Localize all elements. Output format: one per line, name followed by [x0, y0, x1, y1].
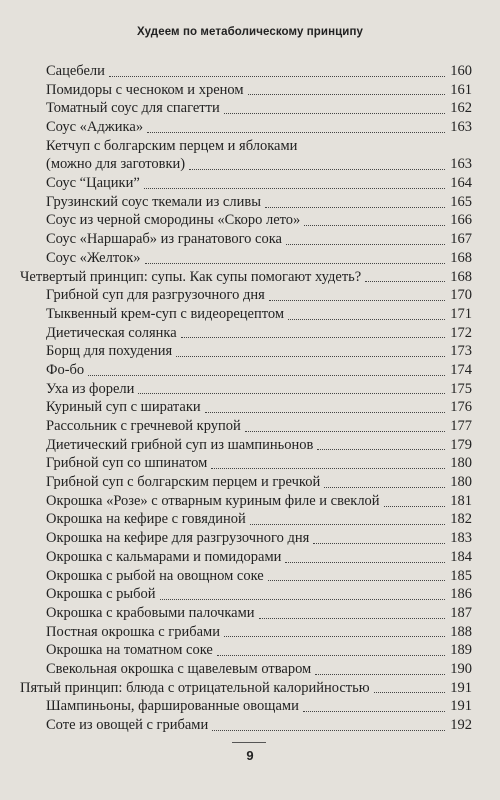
- toc-entry: [20, 454, 472, 473]
- toc-leader-dots: [88, 375, 445, 376]
- table-of-contents: [20, 62, 472, 735]
- toc-entry: [20, 697, 472, 716]
- toc-entry: [20, 548, 472, 567]
- toc-entry-title: Грузинский соус ткемали из сливы: [46, 193, 261, 210]
- toc-entry-title: Соте из овощей с грибами: [46, 717, 209, 734]
- toc-entry-page: 185: [450, 567, 472, 584]
- toc-entry-page: 176: [450, 399, 472, 416]
- toc-entry-title: Соус “Цацики”: [46, 175, 140, 192]
- toc-entry-title: Окрошка на кефире для разгрузочного дня: [46, 530, 310, 547]
- toc-leader-dots: [259, 618, 445, 619]
- toc-entry: [20, 567, 472, 586]
- toc-entry-title: Окрошка на кефире с говядиной: [46, 511, 246, 528]
- toc-entry-title: Четвертый принцип: супы. Как супы помогают худеть?: [20, 268, 362, 285]
- toc-leader-dots: [265, 207, 445, 208]
- toc-entry-page: 165: [450, 193, 472, 210]
- toc-entry-page: 168: [450, 249, 472, 266]
- toc-entry-page: 179: [450, 436, 472, 453]
- toc-entry: [20, 286, 472, 305]
- toc-entry: [20, 473, 472, 492]
- toc-entry-page: 170: [450, 287, 472, 304]
- toc-entry-page: 164: [450, 175, 472, 192]
- toc-entry-title: Куриный суп с ширатаки: [46, 399, 201, 416]
- toc-leader-dots: [109, 76, 445, 77]
- toc-entry-page: 172: [450, 324, 472, 341]
- toc-entry: [20, 137, 472, 156]
- toc-entry-page: 180: [450, 474, 472, 491]
- toc-leader-dots: [269, 300, 445, 301]
- toc-entry-title: Фо-бо: [46, 361, 85, 378]
- toc-leader-dots: [374, 692, 445, 693]
- toc-chapter-entry: [20, 679, 472, 698]
- toc-entry-title: Кетчуп с болгарским перцем и яблоками: [46, 137, 298, 154]
- toc-leader-dots: [286, 244, 445, 245]
- toc-entry-title: Постная окрошка с грибами: [46, 623, 220, 640]
- toc-entry-title: Рассольник с гречневой крупой: [46, 418, 241, 435]
- toc-entry: [20, 417, 472, 436]
- toc-leader-dots: [189, 169, 445, 170]
- toc-entry-page: 175: [450, 380, 472, 397]
- toc-entry-page: 163: [450, 119, 472, 136]
- toc-entry-page: 180: [450, 455, 472, 472]
- toc-entry-page: 168: [450, 268, 472, 285]
- toc-leader-dots: [317, 449, 445, 450]
- toc-entry-title: Уха из форели: [46, 380, 135, 397]
- toc-entry-page: 191: [450, 679, 472, 696]
- toc-entry-page: 186: [450, 586, 472, 603]
- toc-entry: [20, 529, 472, 548]
- toc-entry-page: 181: [450, 492, 472, 509]
- toc-entry: [20, 342, 472, 361]
- toc-entry-page: 182: [450, 511, 472, 528]
- toc-entry: [20, 660, 472, 679]
- toc-leader-dots: [245, 431, 445, 432]
- toc-entry-page: 192: [450, 717, 472, 734]
- toc-entry-title: Грибной суп для разгрузочного дня: [46, 287, 265, 304]
- toc-entry-title: Сацебели: [46, 62, 105, 79]
- toc-entry: [20, 249, 472, 268]
- toc-entry: [20, 212, 472, 231]
- toc-leader-dots: [303, 711, 445, 712]
- toc-leader-dots: [211, 468, 445, 469]
- toc-leader-dots: [181, 337, 445, 338]
- toc-entry-title: Пятый принцип: блюда с отрицательной калорийностью: [20, 679, 370, 696]
- toc-entry-title: Соус «Желток»: [46, 249, 141, 266]
- toc-entry-page: 163: [450, 156, 472, 173]
- toc-entry-page: 177: [450, 418, 472, 435]
- toc-entry: [20, 118, 472, 137]
- toc-leader-dots: [365, 281, 445, 282]
- toc-entry-page: 167: [450, 231, 472, 248]
- toc-entry-title: Помидоры с чесноком и хреном: [46, 81, 244, 98]
- toc-entry: [20, 380, 472, 399]
- toc-leader-dots: [176, 356, 445, 357]
- toc-leader-dots: [268, 580, 445, 581]
- toc-leader-dots: [138, 393, 445, 394]
- toc-entry-page: 166: [450, 212, 472, 229]
- toc-entry: [20, 62, 472, 81]
- toc-entry-title: Окрошка с рыбой на овощном соке: [46, 567, 264, 584]
- toc-entry-title: Томатный соус для спагетти: [46, 100, 220, 117]
- toc-entry-page: 191: [450, 698, 472, 715]
- toc-entry: [20, 174, 472, 193]
- toc-leader-dots: [224, 636, 445, 637]
- toc-entry: [20, 492, 472, 511]
- toc-leader-dots: [285, 562, 445, 563]
- toc-entry: [20, 324, 472, 343]
- toc-leader-dots: [324, 487, 445, 488]
- toc-entry: [20, 398, 472, 417]
- toc-entry-title: Соус из черной смородины «Скоро лето»: [46, 212, 301, 229]
- toc-entry-title: Грибной суп с болгарским перцем и гречкой: [46, 474, 321, 491]
- toc-entry-page: 173: [450, 343, 472, 360]
- toc-leader-dots: [313, 543, 445, 544]
- toc-entry: [20, 193, 472, 212]
- toc-entry-page: 183: [450, 530, 472, 547]
- toc-entry: [20, 641, 472, 660]
- toc-entry-title: Диетическая солянка: [46, 324, 177, 341]
- toc-entry-title: Соус «Аджика»: [46, 119, 144, 136]
- toc-entry: [20, 623, 472, 642]
- page-number: 9: [246, 748, 254, 763]
- toc-entry-page: 188: [450, 623, 472, 640]
- toc-leader-dots: [304, 225, 445, 226]
- toc-entry: [20, 361, 472, 380]
- toc-leader-dots: [248, 94, 445, 95]
- toc-leader-dots: [147, 132, 445, 133]
- toc-leader-dots: [315, 674, 445, 675]
- running-header: Худеем по метаболическому принципу: [136, 26, 364, 38]
- toc-entry-title: Борщ для похудения: [46, 343, 173, 360]
- toc-entry-title: Диетический грибной суп из шампиньонов: [46, 436, 314, 453]
- toc-entry-title: Окрошка с рыбой: [46, 586, 156, 603]
- toc-entry-page: 174: [450, 361, 472, 378]
- toc-entry-page: 184: [450, 548, 472, 565]
- toc-leader-dots: [384, 506, 445, 507]
- toc-entry-page: 162: [450, 100, 472, 117]
- toc-entry-title: Грибной суп со шпинатом: [46, 455, 208, 472]
- toc-entry-page: 190: [450, 660, 472, 677]
- toc-entry-title: Окрошка «Розе» с отварным куриным филе и свеклой: [46, 492, 380, 509]
- toc-leader-dots: [217, 655, 445, 656]
- toc-entry: [20, 81, 472, 100]
- toc-leader-dots: [144, 188, 445, 189]
- toc-entry: [20, 604, 472, 623]
- toc-entry: [20, 99, 472, 118]
- toc-entry-title: Тыквенный крем-суп с видеорецептом: [46, 305, 285, 322]
- toc-leader-dots: [205, 412, 445, 413]
- toc-entry: [20, 585, 472, 604]
- toc-entry: [20, 155, 472, 174]
- toc-entry: [20, 230, 472, 249]
- toc-entry-page: 161: [450, 81, 472, 98]
- toc-entry: [20, 436, 472, 455]
- toc-leader-dots: [288, 319, 445, 320]
- toc-entry-page: 189: [450, 642, 472, 659]
- toc-entry-title: Шампиньоны, фаршированные овощами: [46, 698, 299, 715]
- toc-entry-title: Окрошка на томатном соке: [46, 642, 213, 659]
- toc-entry-title: Соус «Наршараб» из гранатового сока: [46, 231, 282, 248]
- toc-leader-dots: [224, 113, 445, 114]
- footer-rule: [232, 742, 266, 743]
- toc-entry-title: Окрошка с кальмарами и помидорами: [46, 548, 282, 565]
- toc-entry: [20, 511, 472, 530]
- toc-entry-page: 171: [450, 305, 472, 322]
- toc-entry-title: Окрошка с крабовыми палочками: [46, 604, 255, 621]
- toc-leader-dots: [212, 730, 445, 731]
- toc-entry: [20, 305, 472, 324]
- toc-entry-title: Свекольная окрошка с щавелевым отваром: [46, 660, 312, 677]
- toc-entry-page: 187: [450, 604, 472, 621]
- toc-leader-dots: [250, 524, 445, 525]
- toc-entry-page: 160: [450, 62, 472, 79]
- toc-entry-title: (можно для заготовки): [46, 156, 186, 173]
- toc-leader-dots: [145, 263, 445, 264]
- toc-leader-dots: [160, 599, 445, 600]
- toc-chapter-entry: [20, 268, 472, 287]
- toc-entry: [20, 716, 472, 735]
